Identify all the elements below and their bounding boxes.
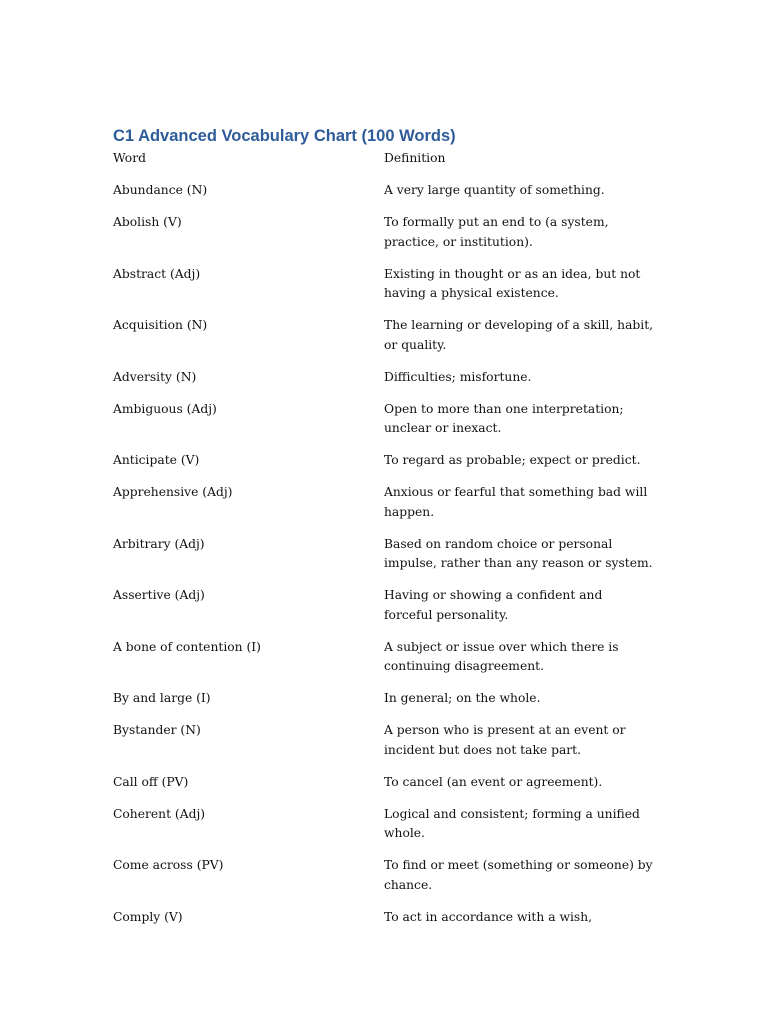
table-row [113, 368, 673, 400]
table-row [113, 689, 673, 721]
row-word: A bone of contention (I) [113, 639, 261, 654]
row-word: Abolish (V) [113, 215, 182, 229]
row-word: Coherent (Adj) [113, 806, 206, 821]
row-definition: A very large quantity of something. [384, 183, 605, 197]
row-definition: In general; on the whole. [384, 691, 541, 705]
row-word: Comply (V) [113, 909, 183, 924]
row-word: Ambiguous (Adj) [113, 401, 217, 416]
row-definition: To cancel (an event or agreement). [384, 774, 603, 789]
row-definition: Existing in thought or as an idea, but not having a physical existence. [384, 266, 641, 300]
table-row [113, 265, 673, 317]
row-definition: To formally put an end to (a system, practice, or institution). [384, 215, 609, 249]
row-word: Bystander (N) [113, 723, 201, 737]
row-word: Come across (PV) [113, 858, 224, 872]
row-word: Arbitrary (Adj) [113, 536, 205, 551]
row-definition: Logical and consistent; forming a unified whole. [384, 806, 640, 840]
row-definition: Difficulties; misfortune. [384, 369, 532, 384]
document-page [113, 123, 673, 940]
row-word: Abstract (Adj) [113, 266, 201, 281]
table-row [113, 213, 673, 265]
row-word: Assertive (Adj) [113, 588, 205, 602]
table-row [113, 773, 673, 805]
table-row [113, 908, 673, 940]
row-word: By and large (I) [113, 691, 211, 705]
definition-column-header: Definition [384, 151, 446, 165]
table-row [113, 316, 673, 368]
table-row [113, 451, 673, 483]
row-word: Acquisition (N) [113, 318, 208, 332]
row-definition: To act in accordance with a wish, [384, 909, 593, 924]
row-definition: The learning or developing of a skill, habit, or quality. [384, 318, 654, 352]
row-word: Apprehensive (Adj) [113, 485, 233, 499]
table-header-row [113, 149, 673, 181]
table-row [113, 805, 673, 857]
row-definition: Anxious or fearful that something bad will happen. [384, 485, 648, 519]
row-definition: To regard as probable; expect or predict. [384, 453, 641, 467]
row-definition: Based on random choice or personal impulse, rather than any reason or system. [384, 536, 653, 570]
row-definition: To find or meet (something or someone) by chance. [384, 858, 653, 892]
table-row [113, 638, 673, 690]
row-word: Adversity (N) [113, 369, 197, 384]
row-word: Anticipate (V) [113, 453, 200, 467]
row-word: Abundance (N) [113, 183, 208, 197]
word-column-header: Word [113, 151, 146, 165]
table-row [113, 483, 673, 535]
row-definition: A person who is present at an event or incident but does not take part. [384, 723, 626, 757]
row-definition: Having or showing a confident and forceful personality. [384, 588, 603, 622]
table-row [113, 181, 673, 213]
row-word: Call off (PV) [113, 774, 189, 789]
table-row [113, 586, 673, 638]
row-definition: Open to more than one interpretation; unclear or inexact. [384, 401, 624, 435]
table-row [113, 721, 673, 773]
document-title: C1 Advanced Vocabulary Chart (100 Words) [113, 127, 456, 145]
table-row [113, 400, 673, 452]
row-definition: A subject or issue over which there is continuing disagreement. [384, 639, 619, 673]
table-row [113, 856, 673, 908]
table-row [113, 535, 673, 587]
